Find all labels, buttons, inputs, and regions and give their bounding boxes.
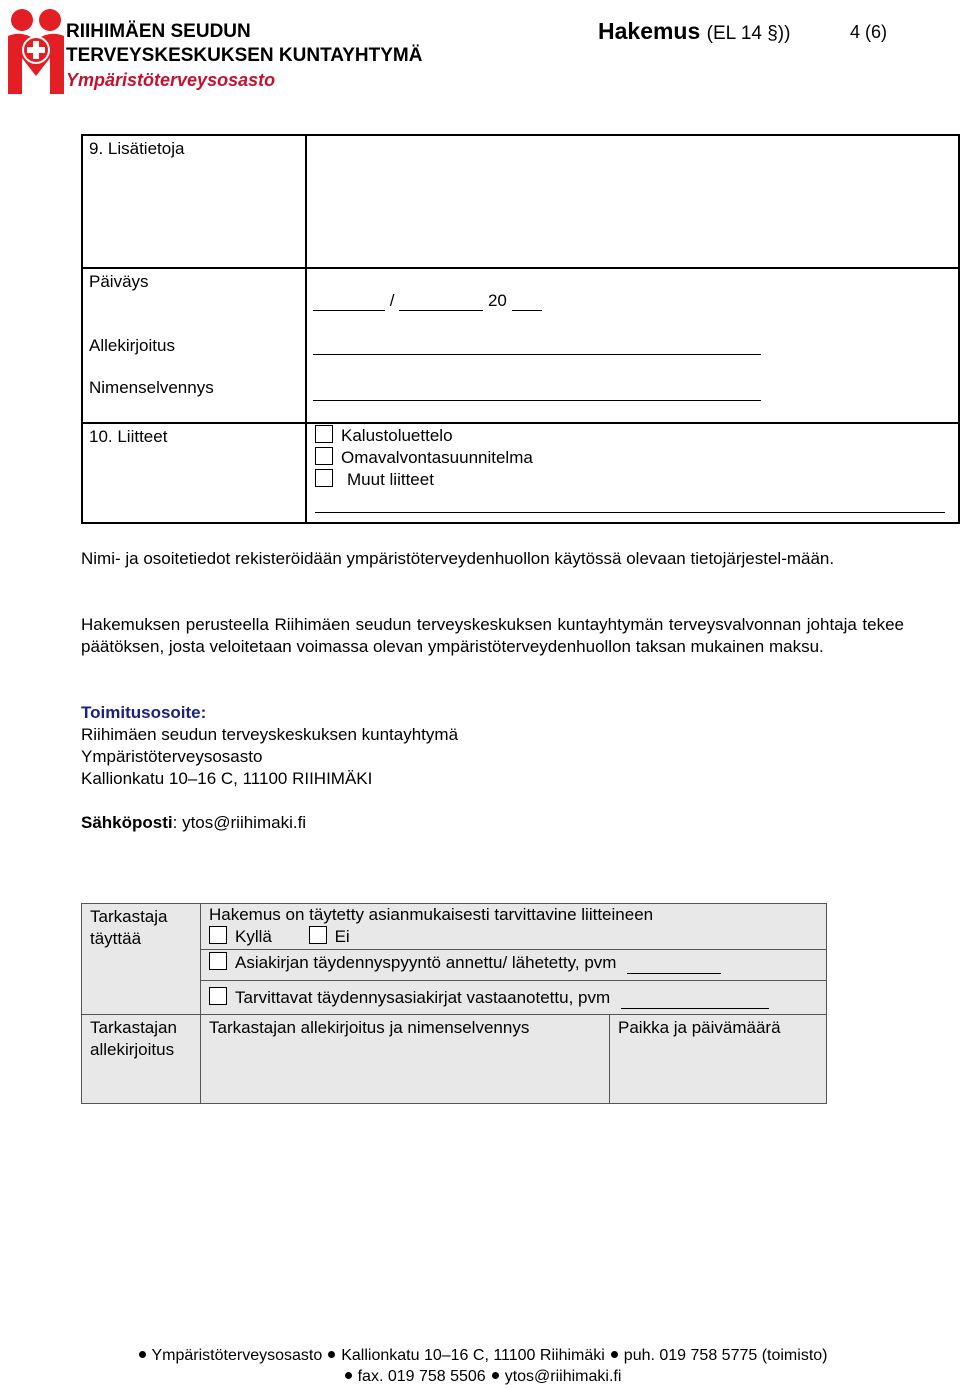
attachment-item: Muut liitteet <box>315 469 958 491</box>
page-number: 4 (6) <box>850 22 888 42</box>
supplement-received-checkbox[interactable] <box>209 987 227 1005</box>
additional-info-field[interactable] <box>306 135 959 268</box>
delivery-line: Ympäristöterveysosasto <box>81 747 263 766</box>
email-value[interactable]: : ytos@riihimaki.fi <box>172 813 307 832</box>
supplement-received-row <box>201 981 826 1013</box>
email-label: Sähköposti <box>81 813 173 832</box>
place-date-caption: Paikka ja päivämäärä <box>618 1018 781 1037</box>
completed-text: Hakemus on täytetty asianmukaisesti tarvittavine liitteineen <box>209 905 654 924</box>
organization-name <box>66 20 422 92</box>
supplement-received-label: Tarvittavat täydennysasiakirjat vastaanotettu, pvm <box>235 988 611 1007</box>
other-attachments-field[interactable] <box>315 502 945 513</box>
footer-line-1: Ympäristöterveysosasto Kallionkatu 10–16 C, 11100 Riihimäki puh. 019 758 5775 (toimisto) <box>0 1345 960 1366</box>
name-clarification-label: Nimenselvennys <box>89 378 214 397</box>
bullet-icon <box>139 1351 146 1358</box>
doc-title-ref: (EL 14 §)) <box>706 23 791 44</box>
name-clarification-field[interactable] <box>313 382 761 401</box>
org-department: Ympäristöterveysosasto <box>66 70 276 90</box>
bullet-icon <box>328 1351 335 1358</box>
section10-label: 10. Liitteet <box>89 427 168 446</box>
footer-line-2: fax. 019 758 5506 ytos@riihimaki.fi <box>0 1366 960 1387</box>
decision-notice: Hakemuksen perusteella Riihimäen seudun terveyskeskuksen kuntayhtymän terveysvalvonnan johtaja tekee päätöksen, josta veloitetaan voimassa olevan ympäristöterveydenhuollon taksan mukainen maksu. <box>81 615 904 656</box>
inspector-table <box>81 903 827 1104</box>
document-title <box>598 18 790 45</box>
delivery-line: Kallionkatu 10–16 C, 11100 RIIHIMÄKI <box>81 769 373 788</box>
section10-label-cell <box>82 423 306 523</box>
date-label: Päiväys <box>89 272 149 291</box>
supplement-request-label: Asiakirjan täydennyspyyntö annettu/ lähetetty, pvm <box>235 953 617 972</box>
bullet-icon <box>492 1372 499 1379</box>
attachment-item: Kalustoluettelo <box>315 425 958 447</box>
attachment-checkbox[interactable] <box>315 447 333 465</box>
signature-fields-cell <box>306 268 959 423</box>
bullet-icon <box>611 1351 618 1358</box>
delivery-address <box>81 702 904 790</box>
delivery-line: Riihimäen seudun terveyskeskuksen kuntayhtymä <box>81 725 459 744</box>
attachment-checkbox[interactable] <box>315 469 333 487</box>
section9-label-cell <box>82 135 306 268</box>
inspector-signature-caption: Tarkastajan allekirjoitus ja nimenselvennys <box>209 1018 530 1037</box>
signature-label: Allekirjoitus <box>89 336 175 355</box>
supplement-request-date[interactable] <box>627 955 721 974</box>
signature-labels-cell <box>82 268 306 423</box>
no-checkbox[interactable] <box>309 926 327 944</box>
organization-logo <box>6 6 66 96</box>
bullet-icon <box>345 1372 352 1379</box>
supplement-request-checkbox[interactable] <box>209 952 227 970</box>
inspector-fill-label: Tarkastaja täyttää <box>82 904 201 1015</box>
delivery-heading: Toimitusosoite: <box>81 703 207 722</box>
place-date-field[interactable] <box>610 1015 827 1104</box>
inspector-signature-field[interactable] <box>201 1015 610 1104</box>
no-label: Ei <box>334 927 350 946</box>
org-line-1: RIIHIMÄEN SEUDUN <box>66 21 251 42</box>
privacy-notice: Nimi- ja osoitetiedot rekisteröidään ympäristöterveydenhuollon käytössä olevaan tietojärjestel-mään. <box>81 549 835 568</box>
section9-label: 9. Lisätietoja <box>89 139 185 158</box>
supplement-request-row <box>201 950 826 981</box>
doc-title-text: Hakemus <box>598 18 701 44</box>
inspector-signature-label: Tarkastajan allekirjoitus <box>82 1015 201 1104</box>
yes-checkbox[interactable] <box>209 926 227 944</box>
attachment-item: Omavalvontasuunnitelma <box>315 447 958 469</box>
form-table <box>81 134 960 524</box>
org-line-2: TERVEYSKESKUKSEN KUNTAYHTYMÄ <box>66 45 423 66</box>
inspector-checks-cell <box>201 904 827 1015</box>
attachment-checkbox[interactable] <box>315 425 333 443</box>
signature-field[interactable] <box>313 336 761 355</box>
email-line <box>81 812 904 834</box>
supplement-received-date[interactable] <box>621 990 769 1009</box>
date-field[interactable]: / 20 <box>307 269 958 311</box>
attachments-cell <box>306 423 959 523</box>
yes-label: Kyllä <box>235 927 272 946</box>
